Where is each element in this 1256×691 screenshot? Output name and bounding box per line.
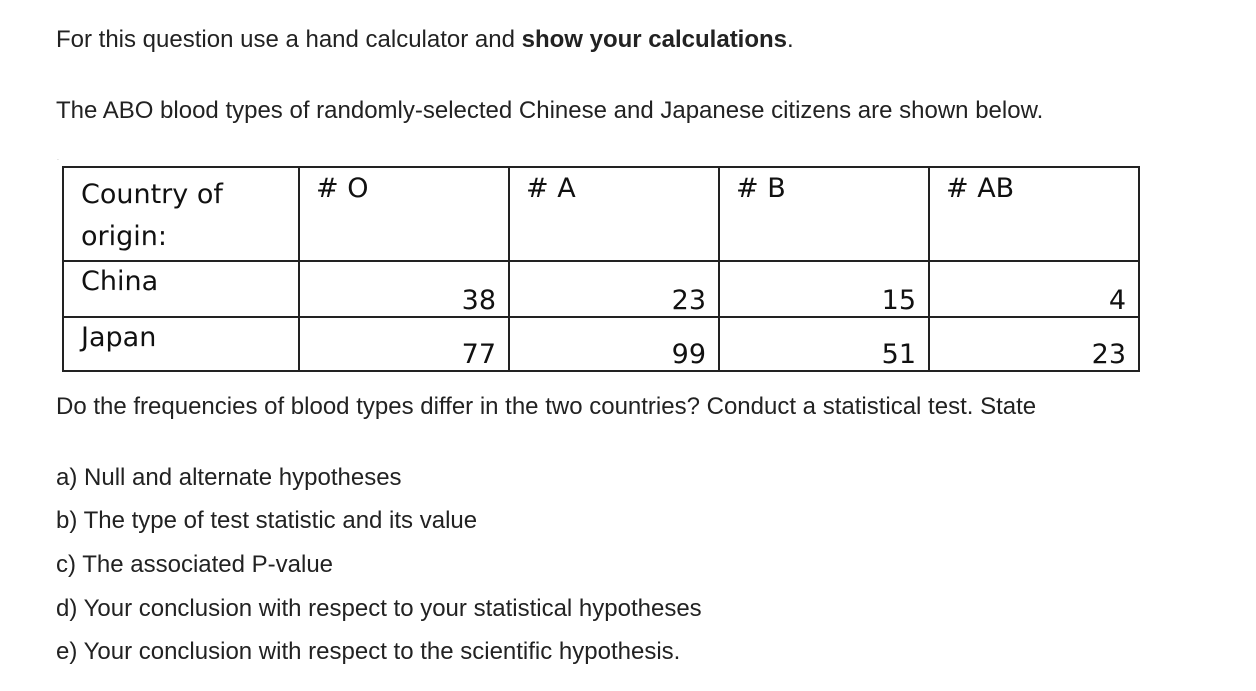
- part-b-item: b) The type of test statistic and its value: [56, 507, 478, 534]
- header-type-o: # O: [299, 167, 509, 261]
- cell-japan-b: 51: [719, 317, 929, 371]
- question-text: Do the frequencies of blood types differ in the two countries? Conduct a statistical test. State: [56, 393, 1037, 420]
- intro-instruction: [56, 26, 794, 54]
- description-text: The ABO blood types of randomly-selected Chinese and Japanese citizens are shown below.: [56, 97, 1044, 124]
- cell-japan-ab: 23: [929, 317, 1139, 371]
- cell-china-b: 15: [719, 261, 929, 317]
- table-header-row: [63, 167, 1139, 261]
- header-country-of-origin: Country of origin:: [63, 167, 299, 261]
- header-type-a: # A: [509, 167, 719, 261]
- cell-china-o: 38: [299, 261, 509, 317]
- row-label-japan: Japan: [63, 317, 299, 371]
- part-c-item: c) The associated P-value: [56, 551, 334, 578]
- intro-suffix: .: [787, 26, 794, 53]
- cell-china-ab: 4: [929, 261, 1139, 317]
- table-anchor-mark: ˙: [57, 158, 60, 167]
- header-type-ab: # AB: [929, 167, 1139, 261]
- intro-prefix: For this question use a hand calculator and: [56, 26, 522, 53]
- intro-bold: show your calculations: [521, 26, 788, 53]
- part-e-item: e) Your conclusion with respect to the scientific hypothesis.: [56, 638, 681, 665]
- part-d-item: d) Your conclusion with respect to your statistical hypotheses: [56, 595, 702, 622]
- cell-japan-o: 77: [299, 317, 509, 371]
- row-label-china: China: [63, 261, 299, 317]
- part-a-item: a) Null and alternate hypotheses: [56, 464, 402, 491]
- header-type-b: # B: [719, 167, 929, 261]
- table-row: [63, 261, 1139, 317]
- cell-japan-a: 99: [509, 317, 719, 371]
- cell-china-a: 23: [509, 261, 719, 317]
- blood-type-table: [62, 166, 1140, 372]
- table-row: [63, 317, 1139, 371]
